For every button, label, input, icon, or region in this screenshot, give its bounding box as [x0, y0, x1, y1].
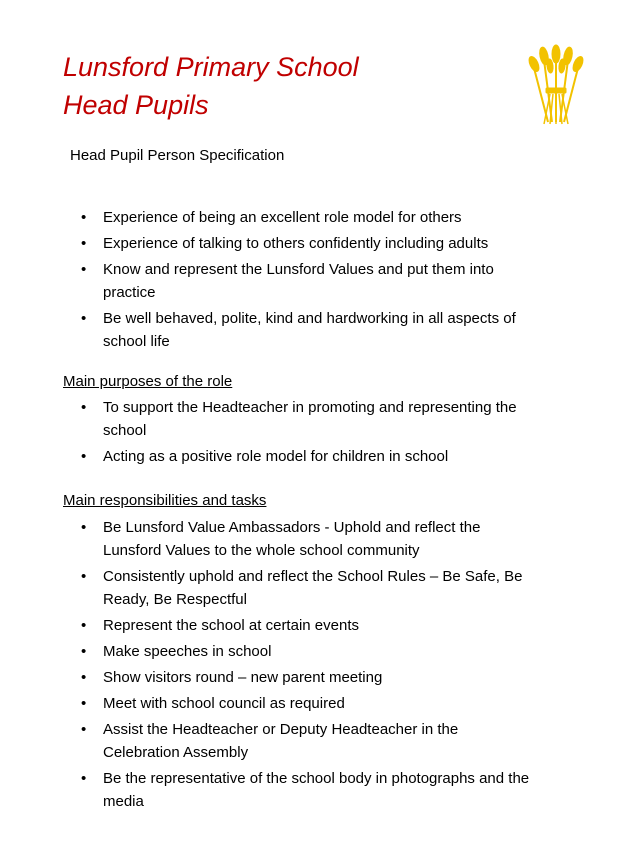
list-item: • Assist the Headteacher or Deputy Headteacher in the Celebration Assembly [81, 721, 459, 761]
list-item: • Meet with school council as required [81, 695, 345, 712]
purposes-list [0, 396, 533, 471]
responsibilities-heading: Main responsibilities and tasks [63, 492, 267, 509]
wheat-sheaf-icon [526, 42, 586, 126]
list-item: • Represent the school at certain events [81, 617, 359, 634]
school-name-title: Lunsford Primary School [63, 52, 359, 82]
list-item: • Acting as a positive role model for children in school [81, 448, 449, 465]
list-item: • To support the Headteacher in promoting and representing the school [81, 399, 517, 439]
specification-list [0, 206, 533, 356]
list-item: • Make speeches in school [81, 643, 272, 660]
list-item: • Consistently uphold and reflect the School Rules – Be Safe, Be Ready, Be Respectful [81, 568, 523, 608]
person-specification-heading: Head Pupil Person Specification [70, 147, 285, 164]
list-item: • Be well behaved, polite, kind and hardworking in all aspects of school life [81, 310, 516, 350]
page-title: Head Pupils [63, 90, 209, 120]
purposes-heading: Main purposes of the role [63, 373, 233, 390]
list-item: • Experience of being an excellent role model for others [81, 209, 462, 226]
responsibilities-list [0, 516, 533, 816]
list-item: • Be the representative of the school body in photographs and the media [81, 770, 530, 810]
list-item: • Be Lunsford Value Ambassadors - Uphold and reflect the Lunsford Values to the whole school community [81, 519, 481, 559]
list-item: • Show visitors round – new parent meeting [81, 669, 383, 686]
list-item: • Experience of talking to others confidently including adults [81, 235, 489, 252]
list-item: • Know and represent the Lunsford Values and put them into practice [81, 261, 494, 301]
